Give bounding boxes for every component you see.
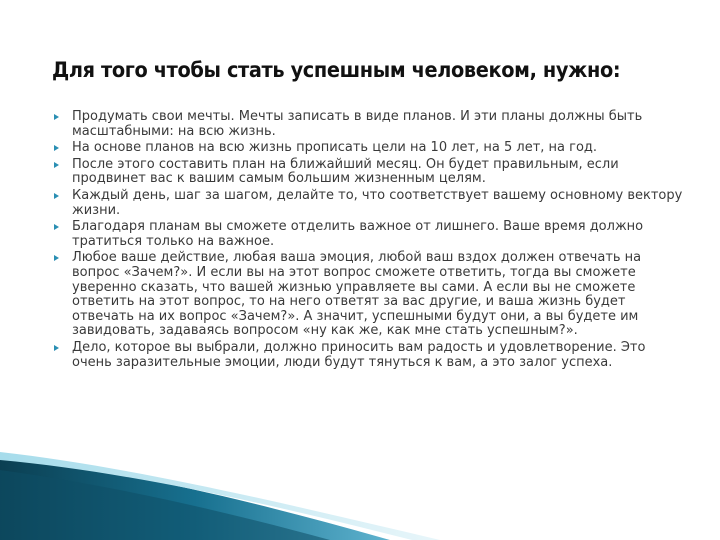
bullet-text: Благодаря планам вы сможете отделить важное от лишнего. Ваше время должно тратиться только на важное. — [72, 219, 644, 249]
slide-title: Для того чтобы стать успешным человеком, нужно: — [52, 58, 621, 82]
bullet-text: На основе планов на всю жизнь прописать цели на 10 лет, на 5 лет, на год. — [72, 140, 598, 156]
bullet-text: Любое ваше действие, любая ваша эмоция, любой ваш вздох должен отвечать на вопрос «Зачем?». И если вы на этот вопрос сможете ответить, тогда вы сможете уверенно сказать, что вашей жизнью управляете вы сами. А если вы не сможете ответить на этот вопрос, то на него ответят за вас другие, и ваша жизнь будет отвечать на их вопрос «Зачем?». А значит, успешными будут они, а вы будете им завидовать, задаваясь вопросом «ну как же, как мне стать успешным?». — [72, 250, 642, 339]
bullet-text: Каждый день, шаг за шагом, делайте то, что соответствует вашему основному вектору жизни. — [72, 187, 683, 218]
bullet-text: После этого составить план на ближайший месяц. Он будет правильным, если продвинет вас к вашим самым большим жизненным целям. — [72, 156, 619, 187]
bullet-text: Продумать свои мечты. Мечты записать в виде планов. И эти планы должны быть масштабными: на всю жизнь. — [72, 109, 643, 139]
bullet-text: Дело, которое вы выбрали, должно приносить вам радость и удовлетворение. Это очень заразительные эмоции, люди будут тянуться к вам, а это залог успеха. — [72, 339, 646, 370]
